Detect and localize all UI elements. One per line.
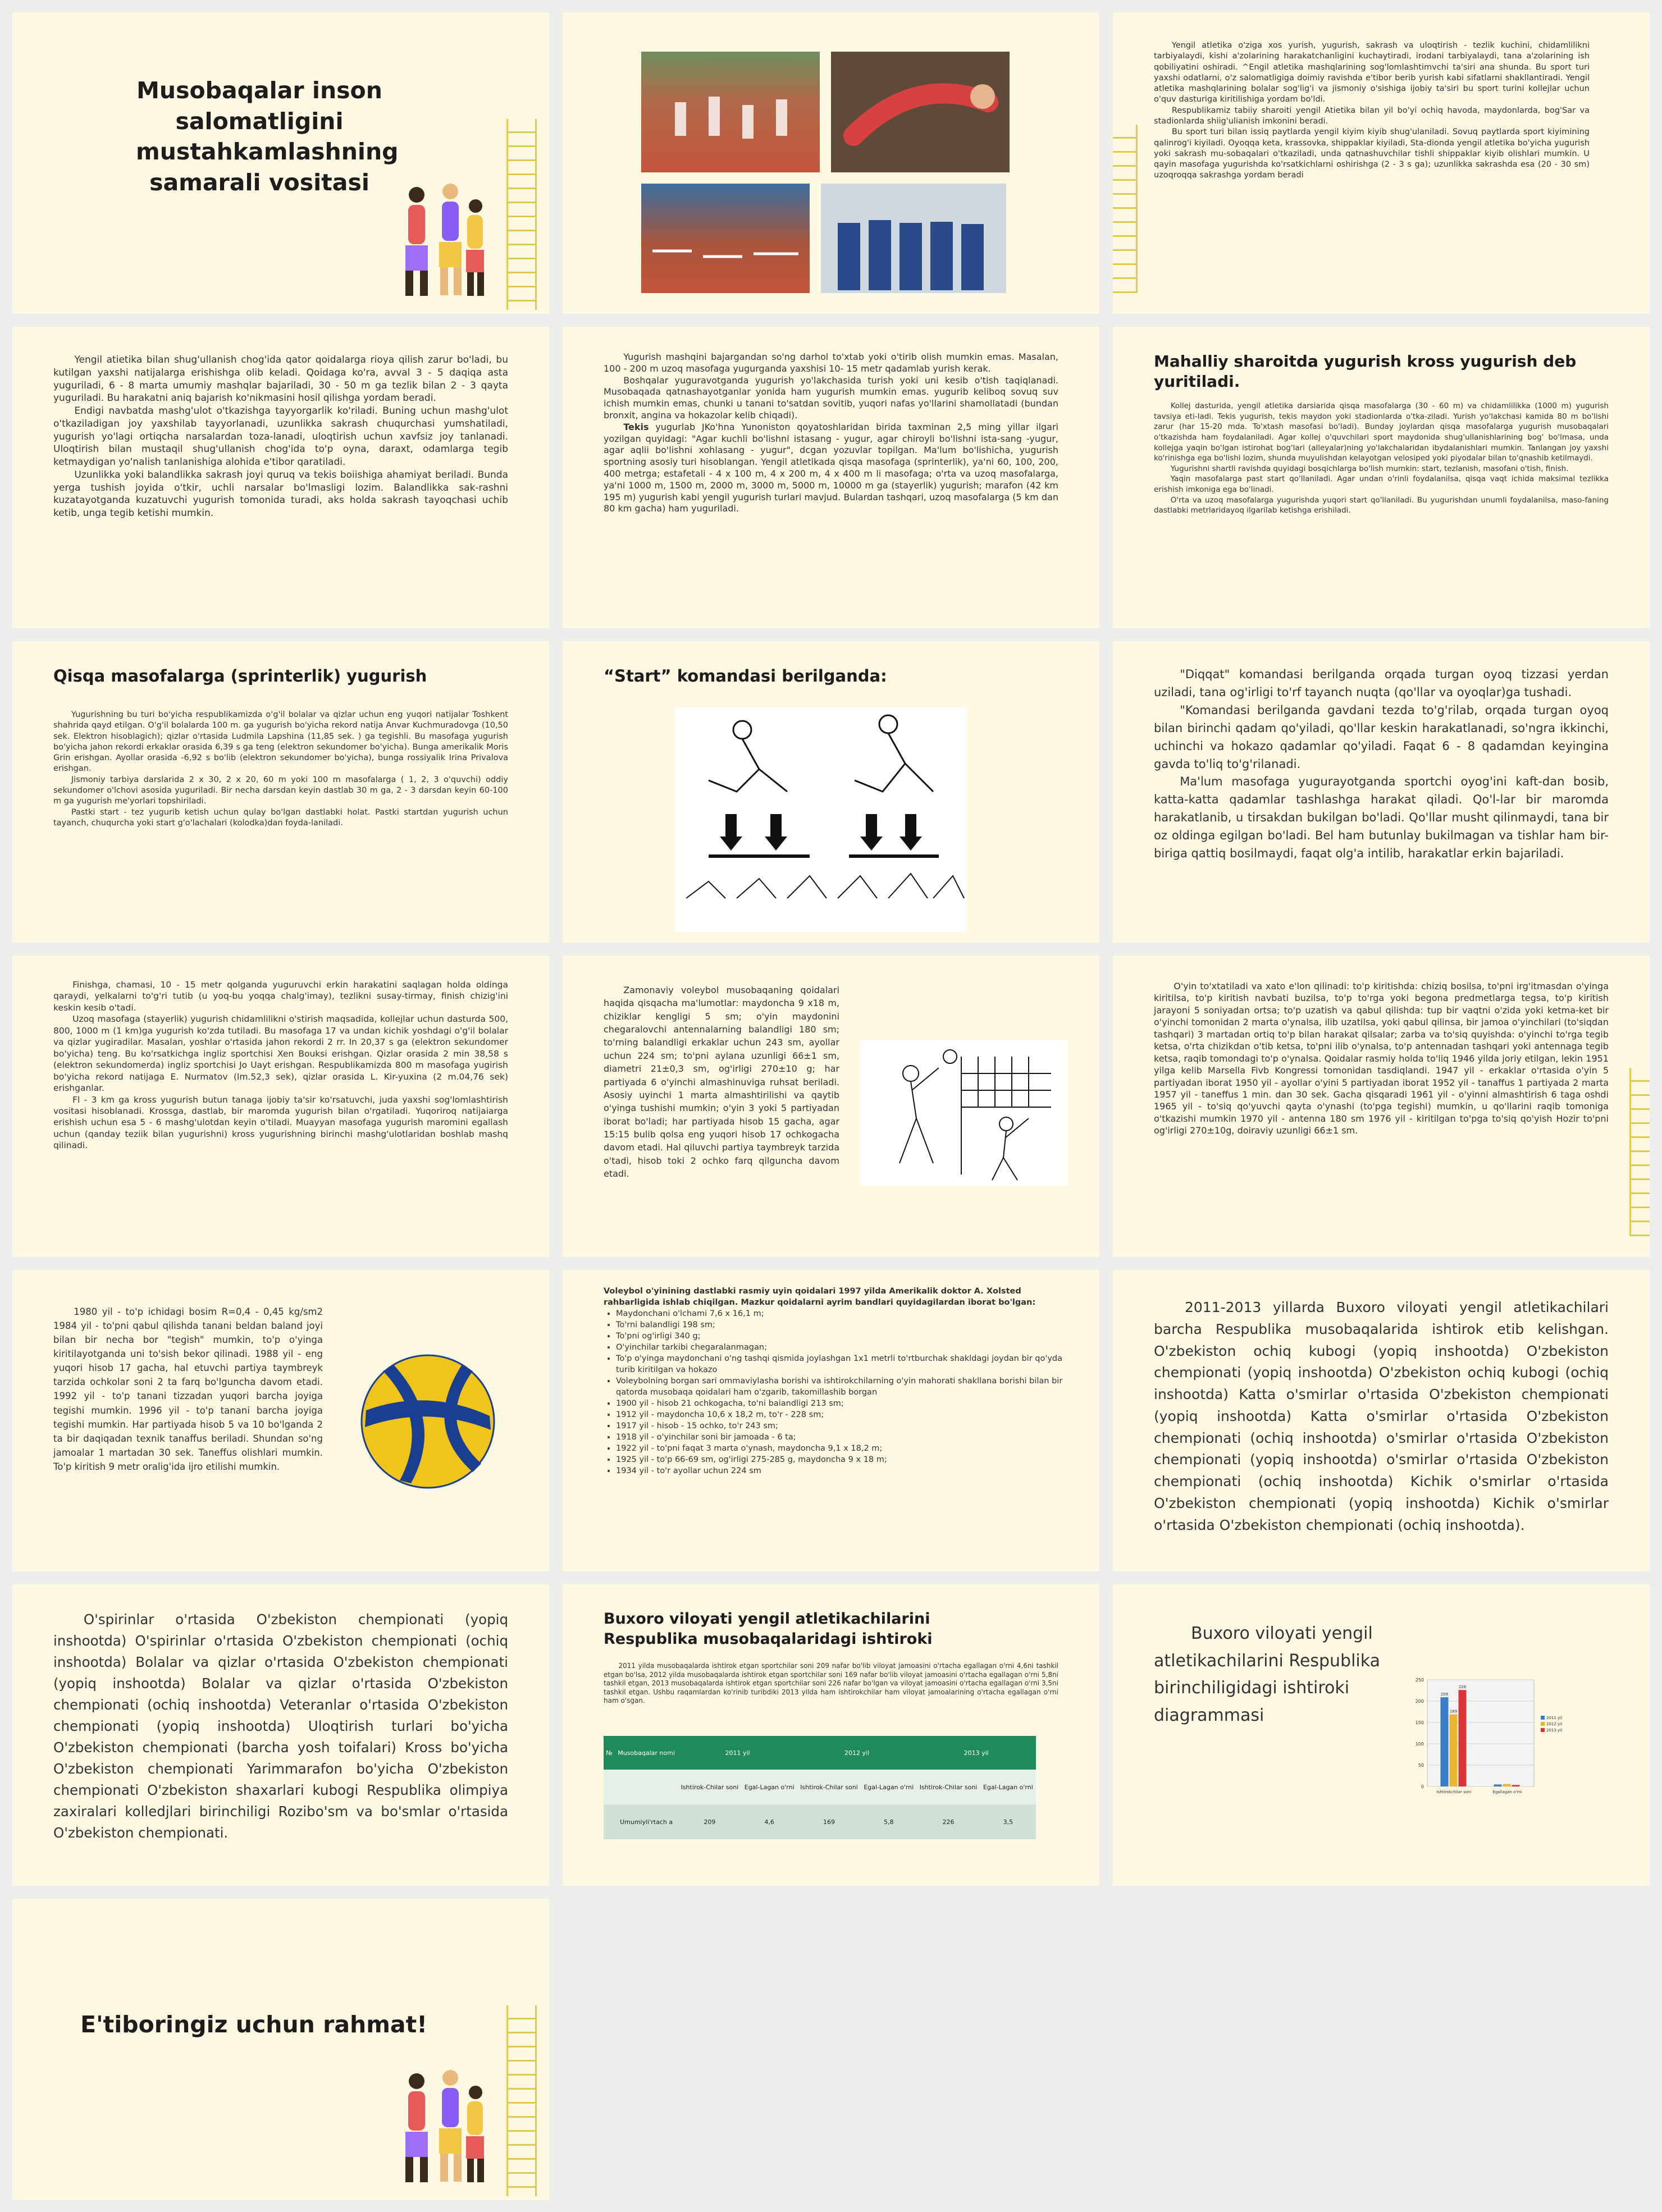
- list-item: • Voleybolning borgan sari ommaviylasha borishi va ishtirokchilarning o'yin mahorati shakllana borishi bilan bir qatorda musobaqa qoidalari ham o'zgarib, takomillashib borgan: [616, 1375, 1064, 1398]
- list-item: • 1918 yil - o'yinchilar soni bir jamoada - 6 ta;: [616, 1432, 1064, 1443]
- paragraph: Uzunlikka yoki balandlikka sakrash joyi quruq va tekis boiishiga ahamiyat beriladi. Bunda yerga tushish joyida o'tkir, uchli narsalar bo'lmasligi lozim. Balandlikka sak-rashni kuzatayotganda kuzatuvchi yugurish tomonida turadi, aks holda sakrash tayoqchasi uchib ketib, unga tegib ketishi mumkin.: [53, 469, 508, 519]
- paragraph: Pastki start - tez yugurib ketish uchun qulay bo'lgan dastlabki holat. Pastki startdan yugurish uchun tayanch, chuqurcha yoki start g'o'lachalari (kolodka)dan foyda-laniladi.: [53, 807, 508, 828]
- paragraph: "Komandasi berilganda gavdani tezda to'g'rilab, orqada turgan oyoq bilan birinchi qadam qo'yiladi, qo'llar keskin harakatlanadi, so'ngra ikkinchi, uchinchi va hokazo qadamlar qo'yiladi. Faqat 6 - 8 qadamdan keyingina gavda to'liq to'g'rilanadi.: [1154, 703, 1609, 771]
- slide-faults: [1113, 956, 1650, 1257]
- header-year: 2013 yil: [964, 1749, 989, 1757]
- championships-text: [53, 1609, 508, 1844]
- subheader: Ishtirok-Chilar soni: [919, 1783, 978, 1791]
- slide-volleyball-rules: [563, 956, 1099, 1257]
- paragraph: [604, 422, 1058, 515]
- paragraph: Finishga, chamasi, 10 - 15 metr qolganda yuguruvchi erkin harakatini saqlagan holda oldinga qaraydi, yelkalarni to'g'ri tutib (u yoq-bu yoqqa chalg'imay), tezlikni susay-tirmay, finish chizig'ini keskin kesib o'tadi.: [53, 980, 508, 1013]
- y-tick-label: 150: [1415, 1720, 1424, 1725]
- bar: [1494, 1785, 1502, 1786]
- slide-diagram: [1113, 1584, 1650, 1886]
- x-tick-label: Ishtirokchilar soni: [1436, 1790, 1472, 1794]
- history-list: [604, 1308, 1064, 1477]
- subheader: Egal-Lagan o'rni: [864, 1783, 914, 1791]
- list-item: • 1934 yil - to'r ayollar uchun 224 sm: [616, 1465, 1064, 1477]
- paragraph: Yugurishning bu turi bo'yicha respublikamizda o'g'il bolalar va qizlar uchun eng yuqori natijalar Toshkent shahrida qayd etilgan. O'g'il bolalarda 100 m. ga yugurish bo'yicha rekord natija Anvar Kuchmuradovga (10,50 sek. Elektron hisoblagich); qizlar o'rtasida Ludmila Lapshina (11,85 sek. ) ga tegishli. Bu masofaga yugurish bo'yicha jahon rekordi erkaklar orasida 6,39 s ga teng (elektron sekundomer bo'yicha). Bunga amerikalik Moris Grin erishgan. Ayollar orasida -6,92 s bo'lib (elektron sekundomer bo'yicha), bunga rossiyalik Irina Privalova erishgan.: [53, 710, 508, 774]
- legend-label: 2012 yil: [1546, 1722, 1563, 1726]
- athletes-illustration: [383, 172, 495, 301]
- paragraph-rest: yugurlab JKo'hna Yunoniston qoyatoshlaridan birida taxminan 2,5 ming yillar ilgari yozilgan quyidagi: "Agar kuchli bo'lishni istasang - yugur, agar chiroyli bo'lishni ista-sang -yugur, agar aqlii bo'lishni xohlasang - yugur", dcgan yozuvlar topilgan. Ma'lum bo'lishicha, yugurish sportning asosiy turi hisoblangan. Yengil atletikada qisqa masofaga (sprinterlik), ya'ni 60, 100, 200, 400 metrga; estafetali - 4 x 100 m, 4 x 200 m, 4 x 400 m li masofaga; o'rta va uzoq masofalarga, ya'ni 1000 m, 1500 m, 2000 m, 3000 m, 5000 m, 10000 m ga (stayerlik) yugurish; marafon (42 km 195 m) yugurish kabi yengil yugurish turlari mavjud. Bulardan tashqari, uzoq masofalarga (5 km dan 80 km gacha) ham yuguriladi.: [604, 421, 1058, 514]
- table-cell: 3,5: [1003, 1818, 1013, 1826]
- table-cell: 226: [942, 1818, 955, 1826]
- participation-text: [1154, 1297, 1609, 1536]
- paragraph: Zamonaviy voleybol musobaqaning qoidalari haqida qisqacha ma'lumotlar: maydoncha 9 x18 m, chiziklar kengligi 5 sm; o'yin maydonini chegaralovchi antennalarning balandligi 180 sm; to'rning balandligi erkaklar uchun 243 sm, ayollar uchun 224 sm; to'pni aylana uzunligi 66±1 sm, diametri 21±0,3 sm, og'irligi 270±10 g; har partiyada 6 o'yinchi almashinuviga ruhsat beriladi. Asosiy uyinchi 1 marta almashtirilishi va qaytib o'yinga tushishi mumkin; o'yin 3 yoki 5 partiyadan iborat bo'ladi; har partiyada hisob 15 gacha, agar 15:15 bulib qolsa eng yuqori hisob 17 ochkogacha davom etadi. Hal qiluvchi partiya taymbreyk tarzida o'tadi, hisob toki 2 ochko farq qilguncha davom etadi.: [604, 985, 839, 1180]
- athletes-illustration: [383, 2059, 495, 2188]
- start-position-diagram: [675, 707, 967, 932]
- header-no: №: [606, 1749, 613, 1757]
- diagram-caption: [1154, 1620, 1390, 1729]
- paragraph: 2011 yilda musobaqalarda ishtirok etgan sportchilar soni 209 nafar bo'lib viloyat jamoasini o'rtacha egallagan o'rni 4,6ni tashkil etgan bo'lsa, 2012 yilda musobaqalarda ishtirok etgan sportchilar soni 169 nafar bo'lib viloyat jamoasini o'rtacha egallagan o'rni 5,8ni tashkil etgan, 2013 musobaqalarda ishtirok etgan sportchilar soni 226 nafar bo'lgan va viloyat jamoasini o'rtacha egallagan o'rni 3,5ni tashkil etgan. Ushbu raqamlardan ko'rinib turibdiki 2013 yilda ham ishtirokchilar ham viloyat jamoalarining o'rtacha egallagan o'rni ham o'sgan.: [604, 1662, 1058, 1705]
- paragraph: Fl - 3 km ga kross yugurish butun tanaga ijobiy ta'sir ko'rsatuvchi, juda yaxshi sog'lomlashtirish vositasi hisoblanadi. Krossga, dastlab, bir maromda yugurish bilan o'rgatiladi. Yuqoriroq natijaiarga erishish uchun esa 5 - 6 mashg'ulotdan keyin o'tiladi. Muayyan masofaga yugurish maromini egallash uchun (qanday teziik bilan yugurishni) kross yugurishning birinchi mashg'ulotlaridan boshlab mashq qilinadi.: [53, 1094, 508, 1151]
- table-cell: 169: [823, 1818, 835, 1826]
- subheader: Egal-Lagan o'rni: [983, 1783, 1033, 1791]
- paragraph: 1980 yil - to'p ichidagi bosim R=0,4 - 0,45 kg/sm2 1984 yil - to'pni qabul qilishda tanani beldan baland joyi bilan bir necha bor "tegish" mumkin, to'p o'yinga kiritilayotganda uni to'sish bekor qilinadi. 1988 yil - eng yuqori hisob 17 gacha, hal etuvchi partiya taymbreyk tarzida ochkolar soni 2 ta farq bo'lguncha davom etadi. 1992 yil - to'p tanani tizzadan yuqori barcha joyiga tegishi mumkin. 1996 yil - to'p tanani barcha joyiga tegishi mumkin. Har partiyada hisob 5 va 10 bo'lganda 2 ta bir daqiqadan texnik tanaffus beriladi. Shundan so'ng jamoalar 1 martadan 30 sek. Taneffus olishlari mumkin. To'p kiritish 9 metr oralig'ida ijro etilishi mumkin.: [53, 1306, 323, 1472]
- list-item: • Maydonchani o'lchami 7,6 x 16,1 m;: [616, 1308, 1064, 1319]
- ladder-decoration: [506, 119, 537, 310]
- paragraph: 2011-2013 yillarda Buxoro viloyati yengil atletikachilari barcha Respublika musobaqalarida ishtirok etib kelishgan. O'zbekiston ochiq kubogi (yopiq inshootda) O'zbekiston chempionati (yopiq inshootda) O'zbekiston ochiq kubogi (ochiq inshootda) Katta o'smirlar o'rtasida O'zbekiston chempionati (yopiq inshootda) Katta o'smirlar o'rtasida O'zbekiston chempionati (ochiq inshootda) o'smirlar o'rtasida O'zbekiston chempionati (yopiq inshootda) o'smirlar o'rtasida O'zbekiston chempionati (ochiq inshootda) Kichik o'smirlar o'rtasida O'zbekiston chempionati (yopiq inshootda) Kichik o'smirlar o'rtasida O'zbekiston chempionati (ochiq inshootda).: [1154, 1299, 1609, 1533]
- list-item: • 1917 yil - hisob - 15 ochko, to'r 243 sm;: [616, 1420, 1064, 1432]
- paragraph: Yugurishni shartli ravishda quyidagi bosqichlarga bo'lish mumkin: start, tezlanish, masofani o'tish, finish.: [1170, 464, 1569, 473]
- slide-running: [563, 327, 1099, 628]
- results-bar-chart: [1405, 1669, 1585, 1815]
- volleyball-rules-text: [604, 984, 839, 1180]
- paragraph: Yugurish mashqini bajargandan so'ng darhol to'xtab yoki o'tirib olish mumkin emas. Masalan, 100 - 200 m uzoq masofaga yugurganda yaxshisi 10- 15 metr qadamlab yurish kerak.: [604, 351, 1058, 374]
- results-title: Buxoro viloyati yengil atletikachilarini Respublika musobaqalaridagi ishtiroki: [604, 1610, 933, 1648]
- data-label: 209: [1440, 1692, 1449, 1697]
- volleyball-players-illustration: [860, 1040, 1068, 1186]
- paragraph: Jismoniy tarbiya darslarida 2 x 30, 2 x 20, 60 m yoki 100 m masofalarga ( 1, 2, 3 o'quvchi) oddiy sekundomer o'lchovi asosida yuguriladi. Bir necha darsdan keyin dastlab 30 m ga, 2 - 3 darsdan keyin 60-100 m ga yugurish me'yorlari topshiriladi.: [53, 775, 508, 806]
- paragraph: Yengil atietika bilan shug'ullanish chog'ida qator qoidalarga rioya qilish zarur bo'ladi, bu kutilgan yaxshi natijalarga erishishga olib keladi. Qoidaga ko'ra, avval 3 - 5 daqiqa asta yuguriladi, 6 - 8 marta umumiy mashqlar bajariladi, 30 - 50 m ga tezlik bilan 2 - 3 qayta yuguriladi. Bu harakatni aniq bajarish ko'nikmasini hosil qilishga yordam beradi.: [53, 354, 508, 404]
- subheader: Egal-Lagan o'rni: [744, 1783, 795, 1791]
- table-subheader-row: [604, 1770, 1036, 1804]
- bar: [1512, 1785, 1520, 1786]
- table-cell: 4,6: [764, 1818, 774, 1826]
- legend-label: 2013 yil: [1546, 1728, 1563, 1733]
- sprint-text: [53, 710, 508, 829]
- athletics-intro-text: [1154, 40, 1590, 181]
- slide-title: [12, 12, 549, 314]
- bar: [1459, 1690, 1467, 1786]
- paragraph: O'spirinlar o'rtasida O'zbekiston chempionati (yopiq inshootda) O'spirinlar o'rtasida O'zbekiston chempionati (ochiq inshootda) Bolalar va qizlar o'rtasida O'zbekiston chempionati (yopiq inshootda) Bolalar va qizlar o'rtasida O'zbekiston chempionati (ochiq inshootda) Veteranlar o'rtasida O'zbekiston chempionati (yopiq inshootda) Uloqtirish turlari bo'yicha O'zbekiston chempionati (barcha yosh toifalari) Kross bo'yicha O'zbekiston chempionati Yarimmarafon bo'yicha O'zbekiston chempionati O'zbekiston shaxarlari kubogi Respublika olimpiya zaxiralari kolledjlari birinchiligi Rozibo'sm va bo'smlar o'rtasida O'zbekiston chempionati.: [53, 1611, 508, 1841]
- legend-swatch: [1541, 1722, 1545, 1726]
- data-label: 169: [1449, 1709, 1458, 1714]
- list-item: • To'rni balandligi 198 sm;: [616, 1319, 1064, 1331]
- subheader: Ishtirok-Chilar soni: [800, 1783, 858, 1791]
- header-year: 2012 yil: [844, 1749, 870, 1757]
- y-tick-label: 0: [1421, 1784, 1424, 1789]
- table-cell: 5,8: [884, 1818, 894, 1826]
- slide-photos: [563, 12, 1099, 314]
- paragraph: Boshqalar yuguravotganda yugurish yo'lakchasida turish yoki uni kesib o'tish taqiqlanadi. Musobaqada qatnashayotganlar yonida ham yugurish mumkin emas. yugurib keliboq sovuq suv ichish mumkin emas, chunki u tanani to'satdan sovitib, yuqori nafas yo'llarini shamollatadi (bundan bronxit, angina va hokazolar kelib chiqadi).: [604, 374, 1058, 421]
- rules-text: [53, 354, 508, 520]
- y-tick-label: 200: [1415, 1699, 1424, 1704]
- table-row: [604, 1804, 1036, 1839]
- table-header-row: [604, 1736, 1036, 1770]
- table-cell: 209: [704, 1818, 716, 1826]
- list-item: • 1912 yil - maydoncha 10,6 x 18,2 m, to'r - 228 sm;: [616, 1409, 1064, 1420]
- rule-history-text: [53, 1305, 323, 1474]
- slide-thanks: [12, 1899, 549, 2200]
- slide-results-table: [563, 1584, 1099, 1886]
- photo-hurdles: [641, 184, 810, 293]
- slide-volleyball-history: [563, 1270, 1099, 1571]
- bar: [1503, 1784, 1511, 1786]
- row-label: Umumiyli'rtach a: [620, 1818, 673, 1826]
- header-year: 2011 yil: [725, 1749, 750, 1757]
- slide-rules: [12, 327, 549, 628]
- faults-text: [1154, 980, 1609, 1137]
- list-item: • To'pni og'irligi 340 g;: [616, 1331, 1064, 1342]
- list-item: • To'p o'yinga maydonchani o'ng tashqi qismida joylashgan 1x1 metrli to'rtburchak shakldagi joydan bir qo'yda turib kiritilgan va hokazo: [616, 1353, 1064, 1375]
- thanks-text: E'tiboringiz uchun rahmat!: [80, 2011, 427, 2038]
- header-name: Musobaqalar nomi: [618, 1749, 675, 1757]
- ladder-decoration: [1629, 1068, 1650, 1236]
- slide-athletics-intro: [1113, 12, 1650, 314]
- list-item: • O'yinchilar tarkibi chegaralanmagan;: [616, 1342, 1064, 1353]
- y-tick-label: 250: [1415, 1678, 1424, 1683]
- legend-label: 2011 yil: [1546, 1716, 1563, 1720]
- paragraph: O'yin to'xtatiladi va xato e'lon qilinadi: to'p kiritishda: chiziq bosilsa, to'pni irg'itmasdan o'yinga kiritilsa, to'p kiritish navbati buzilsa, to'p to'rga yoki begona predmetlarga tegsa, to'p kiritish jarayoni 5 soniyadan ortsa; to'p uzatish va qabul qilishda: tup bir vaqtni o'zida yoki ketma-ket bir o'yinchi tomonidan 2 marta o'ynalsa, ilib uzatilsa, yoki qabul qilinsa, bir jamoa o'yinchilari (to'siqdan tashqari) 3 martadan ortiq to'p bilan harakat qilsalar; zarba va to'siq quyishda: o'yinchi to'rga tegib ketsa, o'rta chizikdan o'tib ketsa, to'pni ilib o'ynalsa, to'p antennadan tashqari yoki antennaga tegib ketsa, raqib tomondagi to'p o'ynalsa. Qoidalar rasmiy holda to'liq 1946 yilda joriy etilgan, lekin 1951 yilga kelib Marsella Fivb Kongressi tomonidan tasdiqlandi. 1947 yil - erkaklar o'rtasida o'yin 5 partiyadan iborat 1950 yil - ayollar o'yini 5 partiyadan iborat 1952 yil - tanaffus 1 partiyada 2 marta 1957 yil - taneffus 1 min. dan 30 sek. Gacha qisqaradi 1961 yil - o'yinni almashtirish 6 taga oshdi 1965 yil - to'siq qo'yuvchi qayta o'ynashi (to'pga tegishi) mumkin, u qo'llarini raqib tomoniga o'tkazishi mumkin 1970 yil - antenna 180 sm 1976 yil - kiritilgan to'pga to'siq qo'yish Hozir to'pni og'irligi 270±10g, doiraviy uzunligi 66±1 sm.: [1154, 981, 1609, 1136]
- photo-team: [821, 184, 1006, 293]
- volleyball-history-block: [604, 1286, 1064, 1477]
- cross-title: Mahalliy sharoitda yugurish kross yugurish deb yuritiladi.: [1154, 352, 1577, 391]
- paragraph: Endigi navbatda mashg'ulot o'tkazishga tayyorgarlik ko'riladi. Buning uchun mashg'ulot o'tkaziladigan joy yaxshilab tayyorlanadi, uzunlikka sakrash chuqurchasi yumshatiladi, yugurish yo'lagi ortiqcha narsalardan toza-lanadi, uloqtirish uchun xavfsiz joy tanlanadi. Uloqtirish bilan mustaqil shug'ullanish chog'ida to'p oyna, daraxt, odamlarga tegib ketmaydigan yo'nalish tanlanishiga alohida e'tibor qaratiladi.: [53, 405, 508, 468]
- paragraph: Yaqin masofalarga past start qo'llaniladi. Agar undan o'rinli foydalanilsa, qisqa vaqt ichida maksimal tezlikka erishish imkoniga ega bo'linadi.: [1154, 474, 1609, 494]
- paragraph: "Diqqat" komandasi berilganda orqada turgan oyoq tizzasi yerdan uziladi, tana og'irligi to'rf tayanch nuqta (qo'llar va oyoqlar)ga tushadi.: [1154, 668, 1609, 699]
- paragraph: O'rta va uzoq masofalarga yugurishda yuqori start qo'llaniladi. Bu yugurishdan unumli foydalanilsa, maso-faning dastlabki metrlaridayoq ilgarilab ketishga erishiladi.: [1154, 495, 1609, 515]
- title-text: Musobaqalar inson salomatligini mustahkamlashning samarali vositasi: [136, 77, 399, 196]
- slide-cross-running: [1113, 327, 1650, 628]
- legend-swatch: [1541, 1716, 1545, 1720]
- sprint-title: Qisqa masofalarga (sprinterlik) yugurish: [53, 666, 427, 685]
- list-item: • 1925 yil - to'p 66-69 sm, og'irligi 275-285 g, maydoncha 9 x 18 m;: [616, 1454, 1064, 1465]
- start-title: “Start” komandasi berilganda:: [604, 666, 887, 685]
- slide-championships: [12, 1584, 549, 1886]
- y-tick-label: 100: [1415, 1742, 1424, 1747]
- slide-finish: [12, 956, 549, 1257]
- paragraph: Buxoro viloyati yengil atletikachilarini Respublika birinchiligidagi ishtiroki diagrammasi: [1154, 1624, 1380, 1725]
- paragraph: Ma'lum masofaga yugurayotganda sportchi oyog'ini kaft-dan bosib, katta-katta qadamlar tashlashga harakat qiladi. Qo'l-lar bir maromda harakatlanib, u tirsakdan bukilgan bo'ladi. Qo'llar musht qilinmaydi, tana bir oz oldinga egilgan bo'ladi. Bel ham butunlay bukilmagan va tishlar ham bir-biriga qattiq bosilmaydi, faqat olg'a intilib, harakatlar erkin bajariladi.: [1154, 775, 1609, 861]
- results-text: [604, 1662, 1058, 1706]
- paragraph: Respublikamiz tabiiy sharoiti yengil Atietika bilan yil bo'yi ochiq havoda, maydonlarda, bog'Sar va stadionlarda shiig'ulianish imkonini beradi.: [1154, 106, 1590, 126]
- history-intro: Voleybol o'yinining dastlabki rasmiy uyin qoidalari 1997 yilda Amerikalik doktor A. Xolsted rahbarligida ishlab chiqilgan. Mazkur qoidalarni ayrim bandlari quyidagilardan iborat bo'lgan:: [604, 1287, 1036, 1307]
- legend-swatch: [1541, 1728, 1545, 1732]
- attention-text: [1154, 666, 1609, 863]
- list-item: • 1900 yil - hisob 21 ochkogacha, to'ni baiandligi 213 sm;: [616, 1398, 1064, 1409]
- cross-text: [1154, 401, 1609, 516]
- results-table: [604, 1736, 1036, 1839]
- slide-rule-history: [12, 1270, 549, 1571]
- subheader: Ishtirok-Chilar soni: [681, 1783, 739, 1791]
- x-tick-label: Egallagan o'rni: [1492, 1790, 1522, 1794]
- slide-sprint: [12, 641, 549, 943]
- ladder-decoration: [1113, 125, 1138, 293]
- finish-text: [53, 979, 508, 1151]
- paragraph: Uzoq masofaga (stayerlik) yugurish chidamlilikni o'stirish maqsadida, kollejlar uchun dasturda 500, 800, 1000 m (1 km)ga yugurish ko'zda tutiladi. Bu masofaga 17 va undan kichik yoshdagi o'g'il bolalar va qizlar yugiradilar. Masalan, yoshlar o'rtasida jahon rekordi 2 rr. In 20,37 s ga (elektron sekundomer bo'yicha) teng. Bu ko'rsatkichga ingliz sportchisi Xen Bouksi erishgan. Qizlar orasida 2 min 38,58 s (elektron sekundomerda) ingliz sportchisi Jo Uayt erishgan. Respublikamizda 800 m masofaga yugirish bo'yicha rekord natijaga E. Nurmatov (lm.52,3 sek), qizlar orasida L. Kir-yuxina (2 m.04,76 sek) erishganlar.: [53, 1014, 508, 1094]
- volleyball-ball-image: [360, 1354, 495, 1489]
- bold-word: Tekis: [623, 421, 649, 432]
- paragraph: Kollej dasturida, yengil atletika darsiarida qisqa masofalarga (30 - 60 m) va chidamlilikka (1000 m) yugurish tavsiya eti-ladi. Tekis yugurish, tekis maydon yoki stadionlarda o'tka-ziladi. Yurish yo'lakchasi kamida 80 m bo'lishi zarur (har 15-20 mda. To'xtash masofasi bo'ladi). Bunday joylardan qisqa masofalarga yugurish musobaqalari o'tkazishda ham foydalaniladi. Agar kollej o'quvchilari sport maydonida shug'ullanishlarining bog' bo'lmasa, unda kollejga yaqin bo'lgan istirohat bog'lari (alleyalar)ning yo'lakchalaridan ibydalanishlari mumkin. Tanlangan joy yaxshi ko'rinishga ega bo'lishi lozim, shunda muyulishdan kelayotgan velosiped yoki piyodalar bilan to'qnashib ketilmaydi.: [1154, 401, 1609, 463]
- photo-runners: [641, 52, 820, 172]
- data-label: 226: [1458, 1685, 1467, 1690]
- y-tick-label: 50: [1418, 1763, 1424, 1768]
- paragraph: Bu sport turi bilan issiq paytlarda yengil kiyim kiyib shug'ulaniladi. Sovuq paytlarda sport kiyimining qalinrog'i kiyiladi. Oyoqqa keta, krassovka, shippaklar kiyiladi, Sta-dionda yengil atletika bo'yicha yugurish yoki sakrash mu-sobaqalari o'tkaziladi, unda qatnashuvchilar tishli shippaklar kiyib olishlari mumkin. U qayin masofaga yugurishda ko'rsatkichlarni oshirishga (2 - 3 s ga); uzunlikka sakrashda esa (20 - 30 sm) uzoqroqqa sakrashga yordam beradi: [1154, 127, 1590, 180]
- slide-attention-command: [1113, 641, 1650, 943]
- list-item: • 1922 yil - to'pni faqat 3 marta o'ynash, maydoncha 9,1 x 18,2 m;: [616, 1443, 1064, 1454]
- slide-bukhara-participation: [1113, 1270, 1650, 1571]
- running-text: [604, 351, 1058, 515]
- slide-start-command: [563, 641, 1099, 943]
- photo-high-jump: [831, 52, 1010, 172]
- ladder-decoration: [506, 2005, 537, 2196]
- bar: [1450, 1715, 1458, 1786]
- paragraph: Yengil atletika o'ziga xos yurish, yugurish, sakrash va uloqtirish - tezlik kuchini, chidamlilikni tarbiyalaydi, kishi a'zolarining harakatchanligini kuchaytiradi, irodani tarbiyalaydi, tana a'zolarining ish qobiliyatini oshiradi. ^Engil atletika mashqlarining sog'lomlashtimvchi ta'siri ana shunda. Bu sport turi yaxshi odatlarni, o'z salomatligiga doimiy ravishda e'tibor berib yurish kabi sifatlarni shakllantiradi. Yengil atletika mashqlarining bolalar sog'lig'i va jismoniy o'sishiga ijobiy ta'siri bu sport turini kollejlar uchun o'quv dasturiga kiritilishiga yordam bo'ldi.: [1154, 41, 1590, 104]
- bar: [1441, 1697, 1449, 1786]
